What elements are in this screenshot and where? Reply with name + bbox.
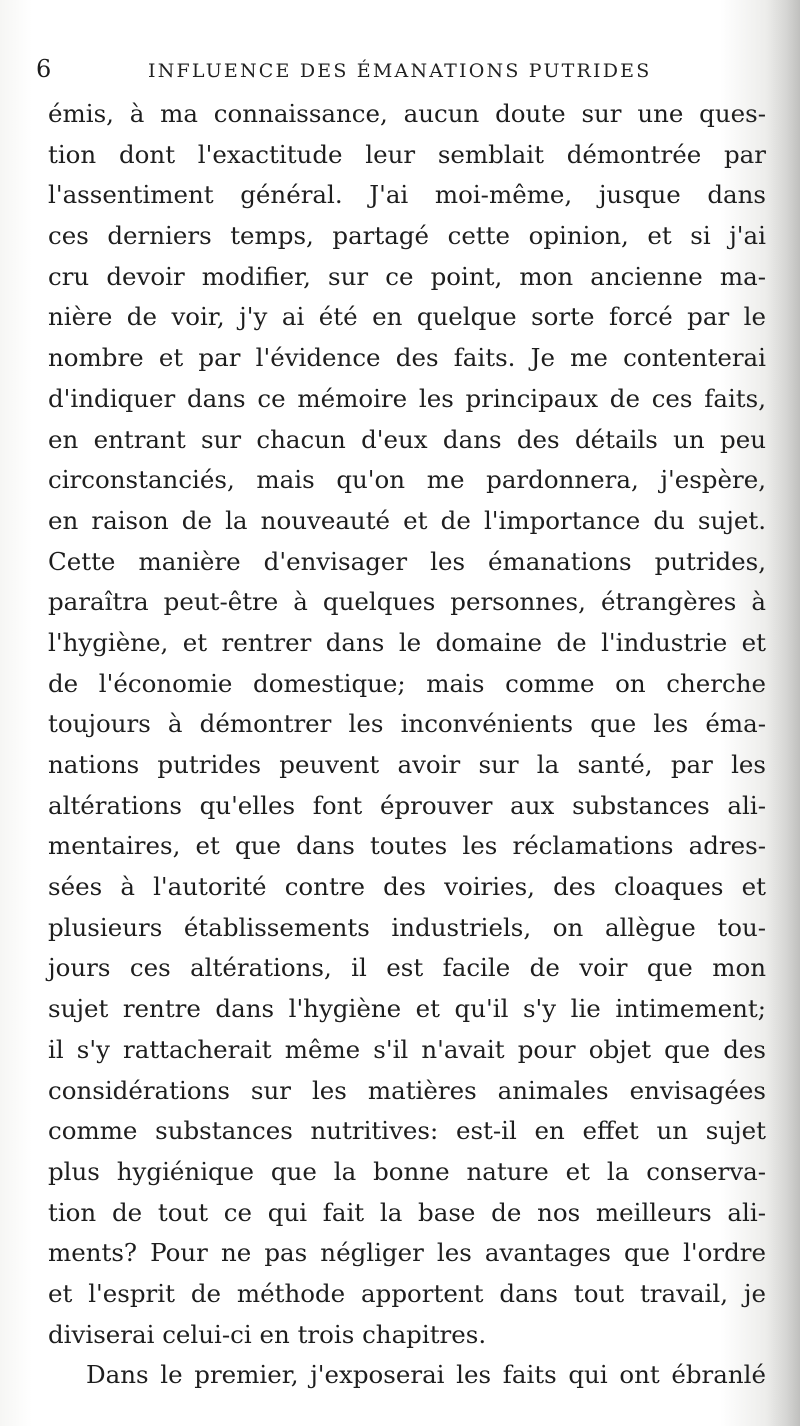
page-edge-shadow (766, 0, 800, 1426)
text-line: toujours à démontrer les inconvénients que les éma- (48, 709, 766, 739)
text-line: diviserai celui-ci en trois chapitres. (48, 1319, 487, 1349)
text-line: ces derniers temps, partagé cette opinion, et si j'ai (48, 221, 766, 251)
text-line: jours ces altérations, il est facile de voir que mon (48, 953, 766, 983)
text-line: nombre et par l'évidence des faits. Je me contenterai (48, 343, 766, 373)
text-line: sujet rentre dans l'hygiène et qu'il s'y lie intimement; (48, 994, 766, 1024)
text-line: il s'y rattacherait même s'il n'avait pour objet que des (48, 1034, 766, 1064)
running-head (36, 52, 756, 92)
text-line: tion dont l'exactitude leur semblait démontrée par (48, 139, 766, 169)
text-line: cru devoir modifier, sur ce point, mon ancienne ma- (48, 261, 766, 291)
text-line: considérations sur les matières animales envisagées (48, 1075, 766, 1105)
text-line: nations putrides peuvent avoir sur la santé, par les (48, 750, 766, 779)
page-number: 6 (36, 55, 52, 83)
text-line: d'indiquer dans ce mémoire les principaux de ces faits, (48, 383, 766, 413)
text-line: en raison de la nouveauté et de l'importance du sujet. (48, 505, 766, 535)
text-line: émis, à ma connaissance, aucun doute sur une ques- (48, 99, 766, 128)
text-line: altérations qu'elles font éprouver aux substances ali- (48, 790, 766, 820)
text-line: paraîtra peut-être à quelques personnes, étrangères à (48, 587, 766, 617)
text-line: plus hygiénique que la bonne nature et la conserva- (48, 1156, 766, 1186)
text-line: Cette manière d'envisager les émanations putrides, (48, 546, 766, 576)
text-line: nière de voir, j'y ai été en quelque sorte forcé par le (48, 302, 766, 332)
text-line: l'assentiment général. J'ai moi-même, jusque dans (48, 180, 766, 210)
text-line: de l'économie domestique; mais comme on cherche (48, 668, 766, 698)
text-line: plusieurs établissements industriels, on allègue tou- (48, 912, 766, 942)
text-line: en entrant sur chacun d'eux dans des détails un peu (48, 424, 766, 454)
text-line: mentaires, et que dans toutes les réclamations adres- (48, 831, 766, 861)
running-head-title: INFLUENCE DES ÉMANATIONS PUTRIDES (148, 60, 652, 82)
text-line: tion de tout ce qui fait la base de nos meilleurs ali- (48, 1197, 766, 1227)
text-line: circonstanciés, mais qu'on me pardonnera, j'espère, (48, 465, 766, 495)
text-line: et l'esprit de méthode apportent dans tout travail, je (48, 1278, 766, 1308)
text-line: comme substances nutritives: est-il en effet un sujet (48, 1116, 766, 1146)
text-line: sées à l'autorité contre des voiries, des cloaques et (48, 872, 766, 902)
text-line: l'hygiène, et rentrer dans le domaine de l'industrie et (48, 627, 766, 657)
body-text (48, 94, 766, 1396)
text-line: Dans le premier, j'exposerai les faits qui ont ébranlé (86, 1360, 766, 1390)
text-line: ments? Pour ne pas négliger les avantages que l'ordre (48, 1238, 766, 1268)
